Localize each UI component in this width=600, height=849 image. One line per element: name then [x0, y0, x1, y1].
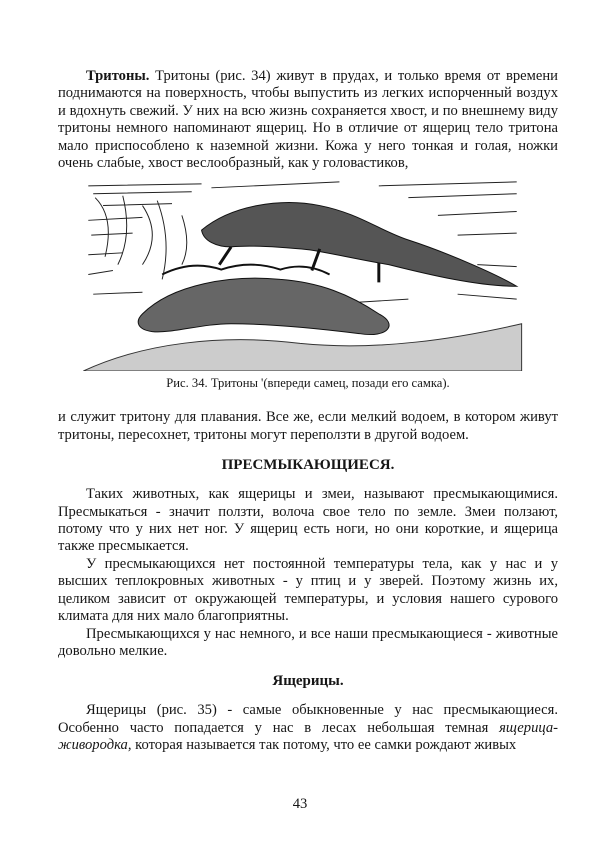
heading-reptiles: ПРЕСМЫКАЮЩИЕСЯ. — [221, 457, 395, 474]
paragraph-lizards — [58, 702, 558, 754]
figure-caption: Рис. 34. Тритоны '(впереди самец, позади его самка). — [166, 376, 450, 391]
tritons-text: Тритоны (рис. 34) живут в прудах, и только время от времени поднимаются на поверхность, чтобы выпустить из легких испорченный воздух и вдохнуть свежий. У них на всю жизнь сохраняется хвост, и по внешнему виду тритоны немного напоминают ящериц. Но в отличие от ящериц тело тритона мало приспособлено к наземной жизни. Кожа у него тонкая и голая, ножки очень слабые, хвост веслообразный, как у головастиков, — [58, 68, 558, 172]
paragraph-reptiles-3: Пресмыкающихся у нас немного, и все наши пресмыкающиеся - животные довольно мелкие. — [58, 625, 558, 659]
newts-illustration — [80, 176, 525, 371]
lizards-italic-term: ящерица-живородка, — [58, 719, 558, 754]
paragraph-reptiles-2: У пресмыкающихся нет постоянной температуры тела, как у нас и у высших теплокровных животных - у птиц и у зверей. Поэтому жизнь их, целиком зависит от окружающей температуры, и условия нашего сурового климата для них мало благоприятны. — [58, 555, 558, 625]
page-number: 43 — [292, 796, 308, 812]
text-column — [58, 68, 558, 755]
lizards-text-end: которая называется так потому, что ее самки рождают живых — [131, 737, 517, 754]
lizards-text: Ящерицы (рис. 35) - самые обыкновенные у нас пресмыкающиеся. Особенно часто попадается у нас в лесах небольшая темная — [58, 702, 558, 736]
paragraph-reptiles-1: Таких животных, как ящерицы и змеи, называют пресмыкающимися. Пресмыкаться - значит ползти, волоча свое тело по земле. Змеи ползают, потому что у них нет ног. У ящериц есть ноги, но они короткие, и ящерица также пресмыкается. — [58, 486, 558, 555]
paragraph-tritons — [58, 68, 558, 172]
heading-lizards: Ящерицы. — [272, 673, 344, 690]
paragraph-tritons-continued: и служит тритону для плавания. Все же, если мелкий водоем, в котором живут тритоны, пересохнет, тритоны могут переползти в другой водоем. — [58, 409, 558, 443]
tritons-lead: Тритоны. — [86, 68, 150, 84]
